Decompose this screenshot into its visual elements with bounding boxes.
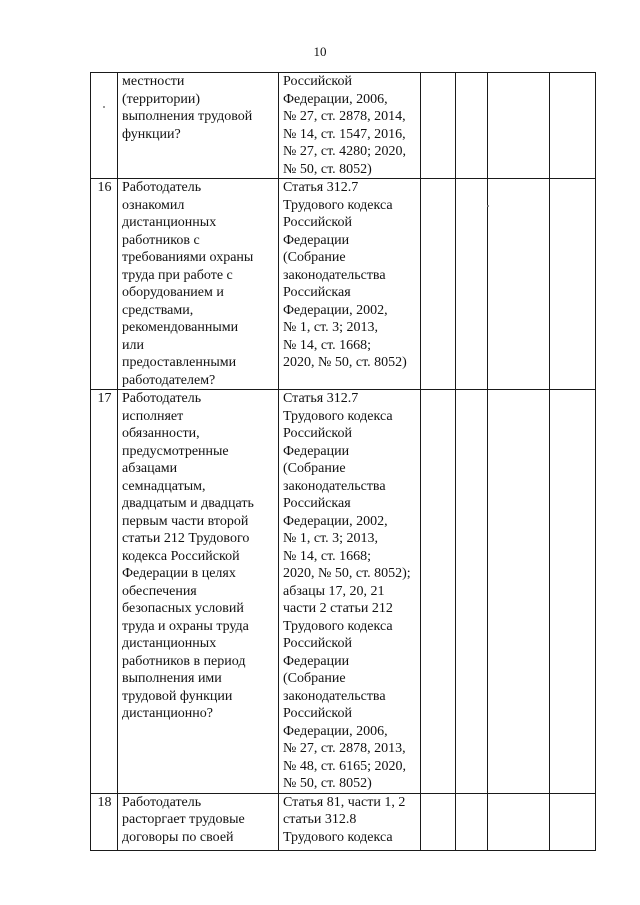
answer-not-applicable-cell (488, 179, 550, 390)
question-cell: Работодатель расторгает трудовые договоры по своей (118, 793, 279, 850)
answer-not-applicable-cell (488, 390, 550, 794)
table-row (91, 179, 596, 390)
answer-yes-cell (421, 793, 456, 850)
answer-not-applicable-cell (488, 793, 550, 850)
answer-no-cell (456, 73, 488, 179)
row-number: 18 (91, 793, 118, 850)
table-row (91, 73, 596, 179)
checklist-table (90, 72, 596, 851)
legal-reference-cell: Статья 312.7 Трудового кодекса Российской Федерации (Собрание законодательства Российская Федерации, 2002, № 1, ст. 3; 2013, № 14, ст. 1668; 2020, № 50, ст. 8052) (279, 179, 421, 390)
page-number: 10 (313, 44, 327, 59)
legal-reference-cell: Статья 312.7 Трудового кодекса Российской Федерации (Собрание законодательства Российская Федерации, 2002, № 1, ст. 3; 2013, № 14, ст. 1668; 2020, № 50, ст. 8052); абзацы 17, 20, 21 части 2 статьи 212 Трудового кодекса Российской Федерации (Собрание законодательства Российской Федерации, 2006, № 27, ст. 2878, 2013, № 48, ст. 6165; 2020, № 50, ст. 8052) (279, 390, 421, 794)
question-cell: Работодатель ознакомил дистанционных работников с требованиями охраны труда при работе с оборудованием и средствами, рекомендованными или предоставленными работодателем? (118, 179, 279, 390)
answer-no-cell (456, 793, 488, 850)
comment-cell (550, 73, 596, 179)
answer-no-cell (456, 390, 488, 794)
row-number: 17 (91, 390, 118, 794)
answer-yes-cell (421, 390, 456, 794)
question-cell: местности (территории) выполнения трудовой функции? (118, 73, 279, 179)
comment-cell (550, 793, 596, 850)
legal-reference-cell: Статья 81, части 1, 2 статьи 312.8 Трудового кодекса (279, 793, 421, 850)
row-number (91, 73, 118, 179)
table-row (91, 793, 596, 850)
comment-cell (550, 390, 596, 794)
scan-speck (487, 205, 489, 207)
answer-yes-cell (421, 73, 456, 179)
comment-cell (550, 179, 596, 390)
table-row (91, 390, 596, 794)
question-cell: Работодатель исполняет обязанности, предусмотренные абзацами семнадцатым, двадцатым и двадцать первым части второй статьи 212 Трудового кодекса Российской Федерации в целях обеспечения безопасных условий труда и охраны труда дистанционных работников в период выполнения ими трудовой функции дистанционно? (118, 390, 279, 794)
legal-reference-cell: Российской Федерации, 2006, № 27, ст. 2878, 2014, № 14, ст. 1547, 2016, № 27, ст. 4280; 2020, № 50, ст. 8052) (279, 73, 421, 179)
answer-yes-cell (421, 179, 456, 390)
scan-speck (103, 106, 105, 108)
answer-no-cell (456, 179, 488, 390)
answer-not-applicable-cell (488, 73, 550, 179)
row-number: 16 (91, 179, 118, 390)
